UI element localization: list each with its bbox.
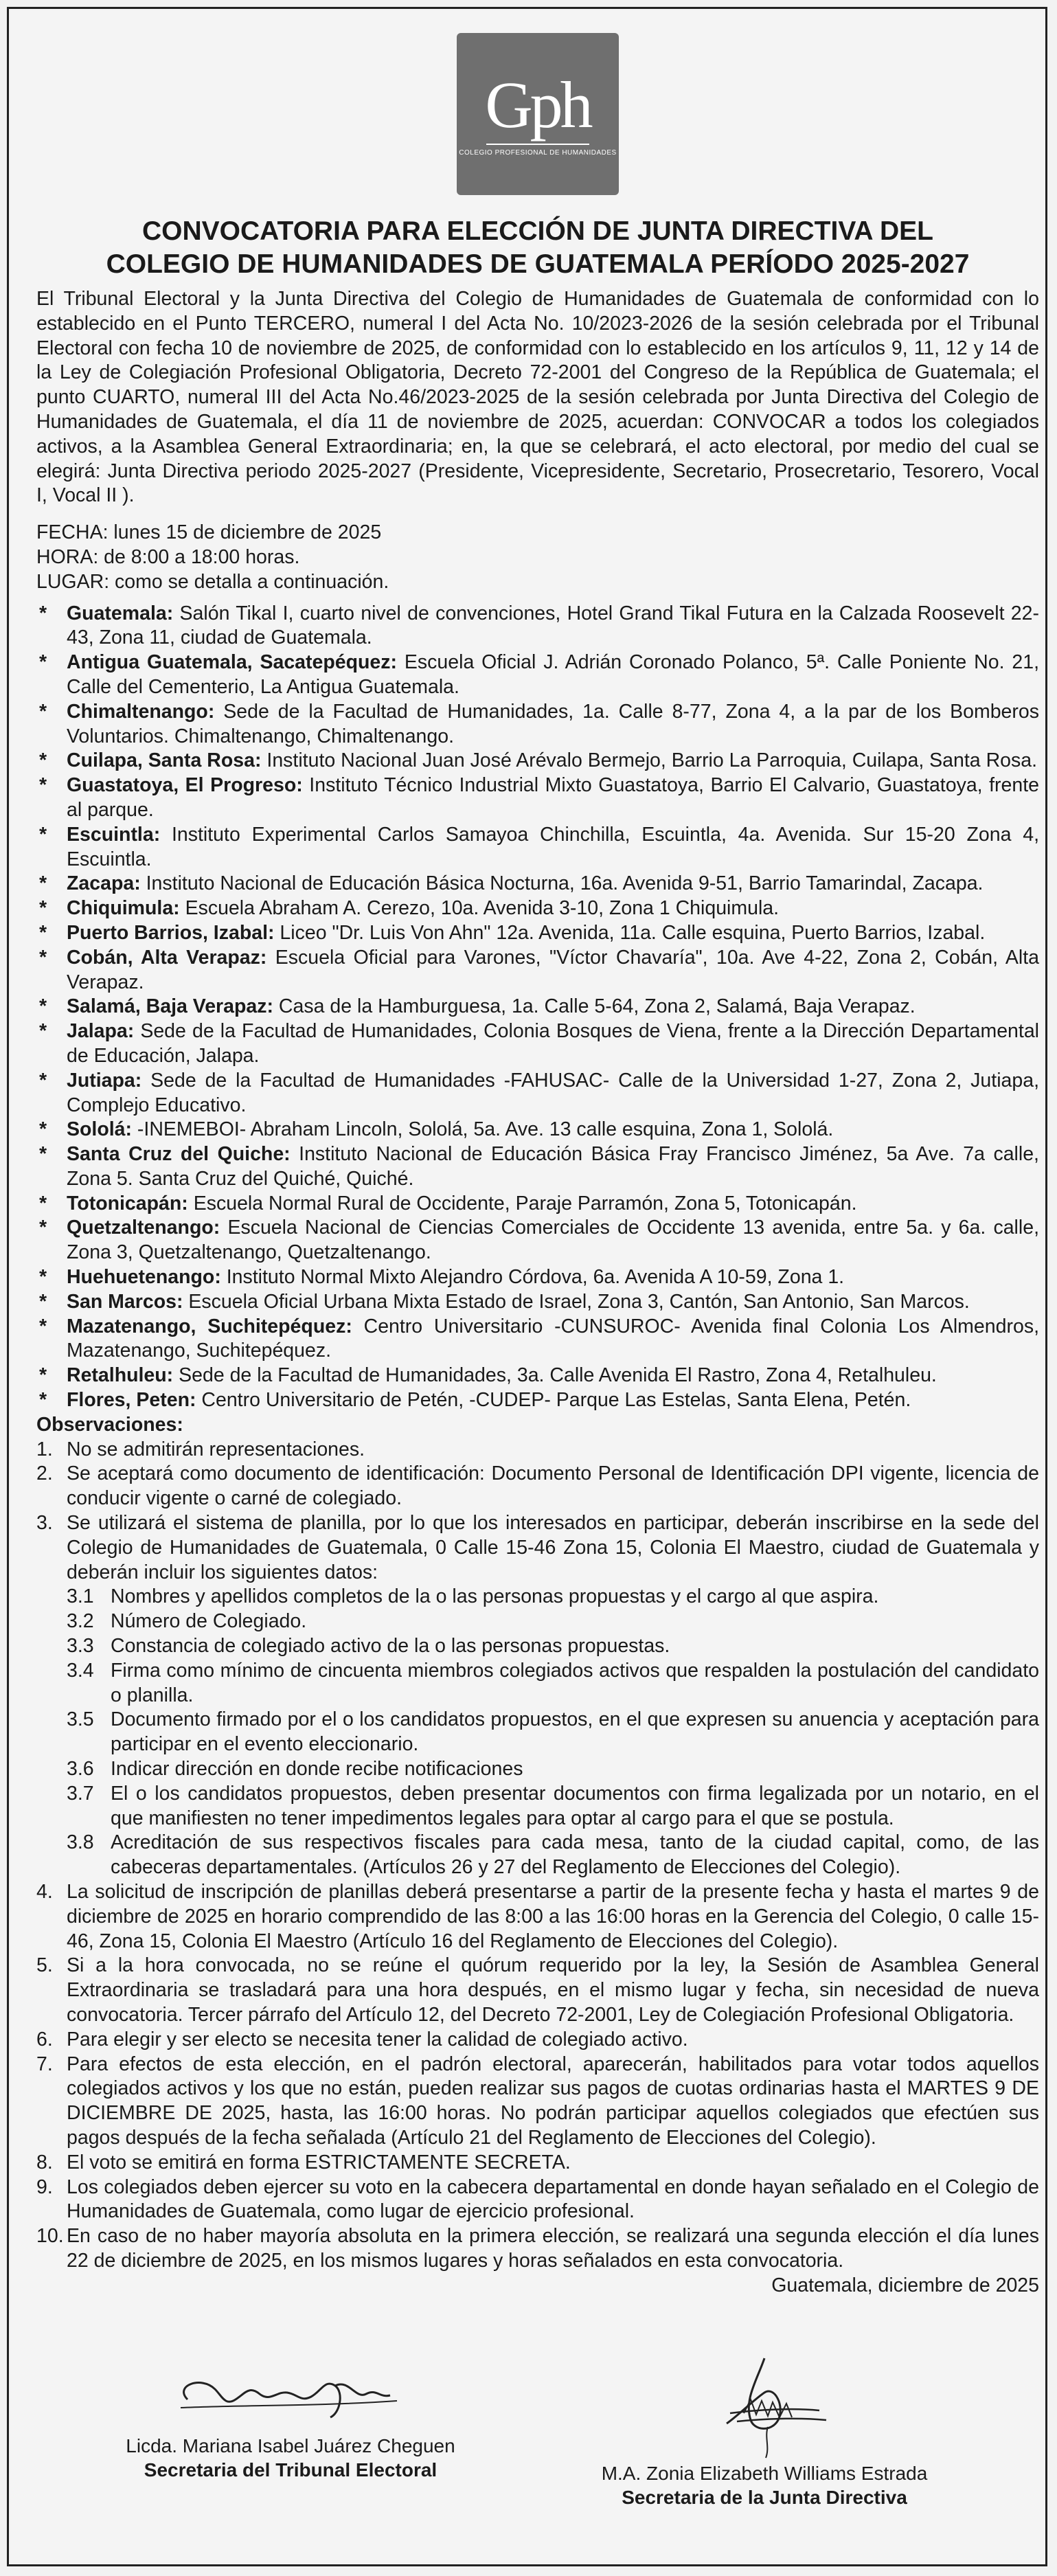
location-item: * Santa Cruz del Quiche: Instituto Nacional de Educación Básica Fray Francisco Jiménez, 5a Ave. 7a calle, Zona 5. Santa Cruz del Quiché, Quiché. (39, 1143, 1039, 1190)
signer-name: Licda. Mariana Isabel Juárez Cheguen (126, 2435, 455, 2456)
observation-item: 4. La solicitud de inscripción de planillas deberá presentarse a partir de la presente fecha y hasta el martes 9 de diciembre de 2025 en horario comprendido de las 8:00 a las 16:00 horas en la Gerencia del Colegio, 0 calle 15-46, Zona 15, Colonia El Maestro (Artículo 16 del Reglamento de Elecciones del Colegio). (36, 1881, 1039, 1952)
location-item: * Antigua Guatemala, Sacatepéquez: Escuela Oficial J. Adrián Coronado Polanco, 5ª. Calle Poniente No. 21, Calle del Cementerio, La Antigua Guatemala. (39, 651, 1039, 698)
location-item: * Zacapa: Instituto Nacional de Educación Básica Nocturna, 16a. Avenida 9-51, Barrio Tamarindal, Zacapa. (39, 872, 984, 895)
handwritten-signature (160, 2351, 421, 2434)
time-line: HORA: de 8:00 a 18:00 horas. (36, 545, 300, 568)
announcement-body (36, 287, 1039, 2298)
observation-item: 5. Si a la hora convocada, no se reúne el quórum requerido por la ley, la Sesión de Asamblea General Extraordinaria se trasladará para una hora después, en el mismo lugar y fecha, sin necesidad de nueva convocatoria. Tercer párrafo del Artículo 12, del Decreto 72-2001, Ley de Colegiación Profesional Obligatoria. (36, 1954, 1039, 2026)
requirement-item: 3.7 El o los candidatos propuestos, deben presentar documentos con firma legalizada por un notario, en el que manifiesten no tener impedimentos legales para optar al cargo para el que se postula. (67, 1782, 1039, 1829)
requirement-item: 3.6 Indicar dirección en donde recibe notificaciones (67, 1758, 523, 1781)
requirement-item: 3.3 Constancia de colegiado activo de la o las personas propuestas. (67, 1635, 670, 1658)
signer-title: Secretaria del Tribunal Electoral (144, 2459, 437, 2481)
location-item: * San Marcos: Escuela Oficial Urbana Mixta Estado de Israel, Zona 3, Cantón, San Antonio, San Marcos. (39, 1290, 970, 1313)
place-line: LUGAR: como se detalla a continuación. (36, 570, 389, 593)
observation-item: 2. Se aceptará como documento de identificación: Documento Personal de Identificación DPI vigente, licencia de conducir vigente o carné de colegiado. (36, 1462, 1039, 1510)
observations-list (36, 1438, 1039, 2274)
intro-paragraph: El Tribunal Electoral y la Junta Directiva del Colegio de Humanidades de Guatemala de conformidad con lo establecido en el Punto TERCERO, numeral I del Acta No. 10/2023-2026 de la sesión celebrada por el Tribunal Electoral con fecha 10 de noviembre de 2025, de conformidad con lo establecido en los artículos 9, 11, 12 y 14 de la Ley de Colegiación Profesional Obligatoria, Decreto 72-2001 del Congreso de la República de Guatemala; el punto CUARTO, numeral III del Acta No.46/2023-2025 de la sesión celebrada por Junta Directiva del Colegio de Humanidades de Guatemala, el día 11 de noviembre de 2025, acuerdan: CONVOCAR a todos los colegiados activos, a la Asamblea General Extraordinaria; en, la que se celebrará, el acto electoral, por medio del cual se elegirá: Junta Directiva periodo 2025-2027 (Presidente, Vicepresidente, Secretario, Prosecretario, Tesorero, Vocal I, Vocal II ). (36, 288, 1039, 507)
signer-title: Secretaria de la Junta Directiva (622, 2487, 907, 2508)
location-item: * Chiquimula: Escuela Abraham A. Cerezo, 10a. Avenida 3-10, Zona 1 Chiquimula. (39, 897, 780, 920)
locations-list (36, 602, 1039, 1413)
observation-item: 8. El voto se emitirá en forma ESTRICTAMENTE SECRETA. (36, 2151, 571, 2173)
handwritten-signature (661, 2351, 867, 2461)
location-item: * Cobán, Alta Verapaz: Escuela Oficial para Varones, "Víctor Chavaría", 10a. Ave 4-22, Zona 2, Cobán, Alta Verapaz. (39, 946, 1039, 993)
college-logo (457, 33, 619, 195)
announcement-title (36, 215, 1039, 281)
date-line: FECHA: lunes 15 de diciembre de 2025 (36, 521, 382, 544)
location-item: * Retalhuleu: Sede de la Facultad de Humanidades, 3a. Calle Avenida El Rastro, Zona 4, Retalhuleu. (39, 1364, 937, 1387)
closing-date: Guatemala, diciembre de 2025 (771, 2274, 1039, 2296)
observation-item: 1. No se admitirán representaciones. (36, 1438, 365, 1460)
requirement-item: 3.2 Número de Colegiado. (67, 1610, 307, 1633)
location-item: * Totonicapán: Escuela Normal Rural de Occidente, Paraje Parramón, Zona 5, Totonicapán. (39, 1192, 857, 1214)
location-item: * Cuilapa, Santa Rosa: Instituto Nacional Juan José Arévalo Bermejo, Barrio La Parroquia, Cuilapa, Santa Rosa. (39, 749, 1038, 772)
location-item: * Jalapa: Sede de la Facultad de Humanidades, Colonia Bosques de Viena, frente a la Dirección Departamental de Educación, Jalapa. (39, 1020, 1039, 1067)
signature-block-board (545, 2351, 984, 2509)
location-item: * Guastatoya, El Progreso: Instituto Técnico Industrial Mixto Guastatoya, Barrio El Calvario, Guastatoya, frente al parque. (39, 774, 1040, 821)
title-line-2: COLEGIO DE HUMANIDADES DE GUATEMALA PERÍODO 2025-2027 (106, 249, 970, 279)
requirement-item: 3.8 Acreditación de sus respectivos fiscales para cada mesa, tanto de la ciudad capital, como, de las cabeceras departamentales. (Artículos 26 y 27 del Reglamento de Elecciones del Colegio). (67, 1831, 1039, 1879)
observation-item: 7. Para efectos de esta elección, en el padrón electoral, aparecerán, habilitados para votar todos aquellos colegiados activos y los que no están, pueden realizar sus pagos de cuotas ordinarias hasta el MARTES 9 DE DICIEMBRE DE 2025, hasta, las 16:00 horas. No podrán participar aquellos colegiados que efectúen sus pagos después de la fecha señalada (Artículo 21 del Reglamento de Elecciones del Colegio). (36, 2053, 1039, 2149)
requirement-item: 3.1 Nombres y apellidos completos de la o las personas propuestas y el cargo al que aspira. (67, 1585, 879, 1608)
requirements-sublist (67, 1585, 1039, 1880)
location-item: * Flores, Peten: Centro Universitario de Petén, -CUDEP- Parque Las Estelas, Santa Elena, Petén. (39, 1389, 911, 1412)
logo-caption: COLEGIO PROFESIONAL DE HUMANIDADES (459, 148, 617, 157)
signer-name: M.A. Zonia Elizabeth Williams Estrada (601, 2463, 928, 2484)
requirement-item: 3.5 Documento firmado por el o los candidatos propuestos, en el que expresen su anuencia y aceptación para participar en el evento eleccionario. (67, 1708, 1039, 1756)
logo-divider (486, 144, 589, 145)
location-item: * Chimaltenango: Sede de la Facultad de Humanidades, 1a. Calle 8-77, Zona 4, a la par de los Bomberos Voluntarios. Chimaltenango, Chimaltenango. (39, 700, 1039, 747)
location-item: * Puerto Barrios, Izabal: Liceo "Dr. Luis Von Ahn" 12a. Avenida, 11a. Calle esquina, Puerto Barrios, Izabal. (39, 921, 986, 944)
observation-item: 9. Los colegiados deben ejercer su voto en la cabecera departamental en donde hayan señalado en el Colegio de Humanidades de Guatemala, como lugar de ejercicio profesional. (36, 2176, 1039, 2223)
observations-heading: Observaciones: (36, 1413, 183, 1436)
location-item: * Guatemala: Salón Tikal I, cuarto nivel de convenciones, Hotel Grand Tikal Futura en la Calzada Roosevelt 22-43, Zona 11, ciudad de Guatemala. (39, 602, 1039, 649)
location-item: * Escuintla: Instituto Experimental Carlos Samayoa Chinchilla, Escuintla, 4a. Avenida. Sur 15-20 Zona 4, Escuintla. (39, 823, 1039, 870)
observation-item: 6. Para elegir y ser electo se necesita tener la calidad de colegiado activo. (36, 2028, 688, 2050)
signature-block-tribunal (71, 2351, 510, 2482)
observation-item: 10. En caso de no haber mayoría absoluta en la primera elección, se realizará una segunda elección el día lunes 22 de diciembre de 2025, en los mismos lugares y horas señalados en esta convocatoria. (36, 2225, 1039, 2272)
location-item: * Quetzaltenango: Escuela Nacional de Ciencias Comerciales de Occidente 13 avenida, entre 5a. y 6a. calle, Zona 3, Quetzaltenango, Quetzaltenango. (39, 1217, 1039, 1264)
location-item: * Jutiapa: Sede de la Facultad de Humanidades -FAHUSAC- Calle de la Universidad 1-27, Zona 2, Jutiapa, Complejo Educativo. (39, 1069, 1039, 1116)
location-item: * Salamá, Baja Verapaz: Casa de la Hamburguesa, 1a. Calle 5-64, Zona 2, Salamá, Baja Verapaz. (39, 995, 916, 1018)
logo-mark: Gph (485, 67, 591, 142)
requirement-item: 3.4 Firma como mínimo de cincuenta miembros colegiados activos que respalden la postulación del candidato o planilla. (67, 1659, 1039, 1706)
observation-item: 3. Se utilizará el sistema de planilla, por lo que los interesados en participar, deberán inscribirse en la sede del Colegio de Humanidades de Guatemala, 0 Calle 15-46 Zona 15, Colonia El Maestro, ciudad de Guatemala y deberán incluir los siguientes datos: 3.1 Nombres y apellidos completos de la o las personas propuestas y el cargo al que aspira. 3.2 Número de Colegiado. 3.3 Constancia de colegiado activo de la o las personas propuestas. 3.4 Firma como mínimo de cincuenta miembros colegiados activos que respalden la postulación del candidato o planilla. 3.5 Documento firmado por el o los candidatos propuestos, en el que expresen su anuencia y aceptación para participar en el evento eleccionario. 3.6 Indicar dirección en donde recibe notificaciones 3.7 El o los candidatos propuestos, deben presentar documentos con firma legalizada por un notario, en el que manifiesten no tener impedimentos legales para optar al cargo para el que se postula. 3.8 Acreditación de sus respectivos fiscales para cada mesa, tanto de la ciudad capital, como, de las cabeceras departamentales. (Artículos 26 y 27 del Reglamento de Elecciones del Colegio). (36, 1511, 1039, 1880)
location-item: * Mazatenango, Suchitepéquez: Centro Universitario -CUNSUROC- Avenida final Colonia Los Almendros, Mazatenango, Suchitepéquez. (39, 1315, 1039, 1362)
announcement-sheet (7, 7, 1047, 2566)
title-line-1: CONVOCATORIA PARA ELECCIÓN DE JUNTA DIRECTIVA DEL (142, 216, 933, 246)
location-item: * Huehuetenango: Instituto Normal Mixto Alejandro Córdova, 6a. Avenida A 10-59, Zona 1. (39, 1266, 845, 1289)
location-item: * Sololá: -INEMEBOI- Abraham Lincoln, Sololá, 5a. Ave. 13 calle esquina, Zona 1, Sololá. (39, 1118, 834, 1141)
